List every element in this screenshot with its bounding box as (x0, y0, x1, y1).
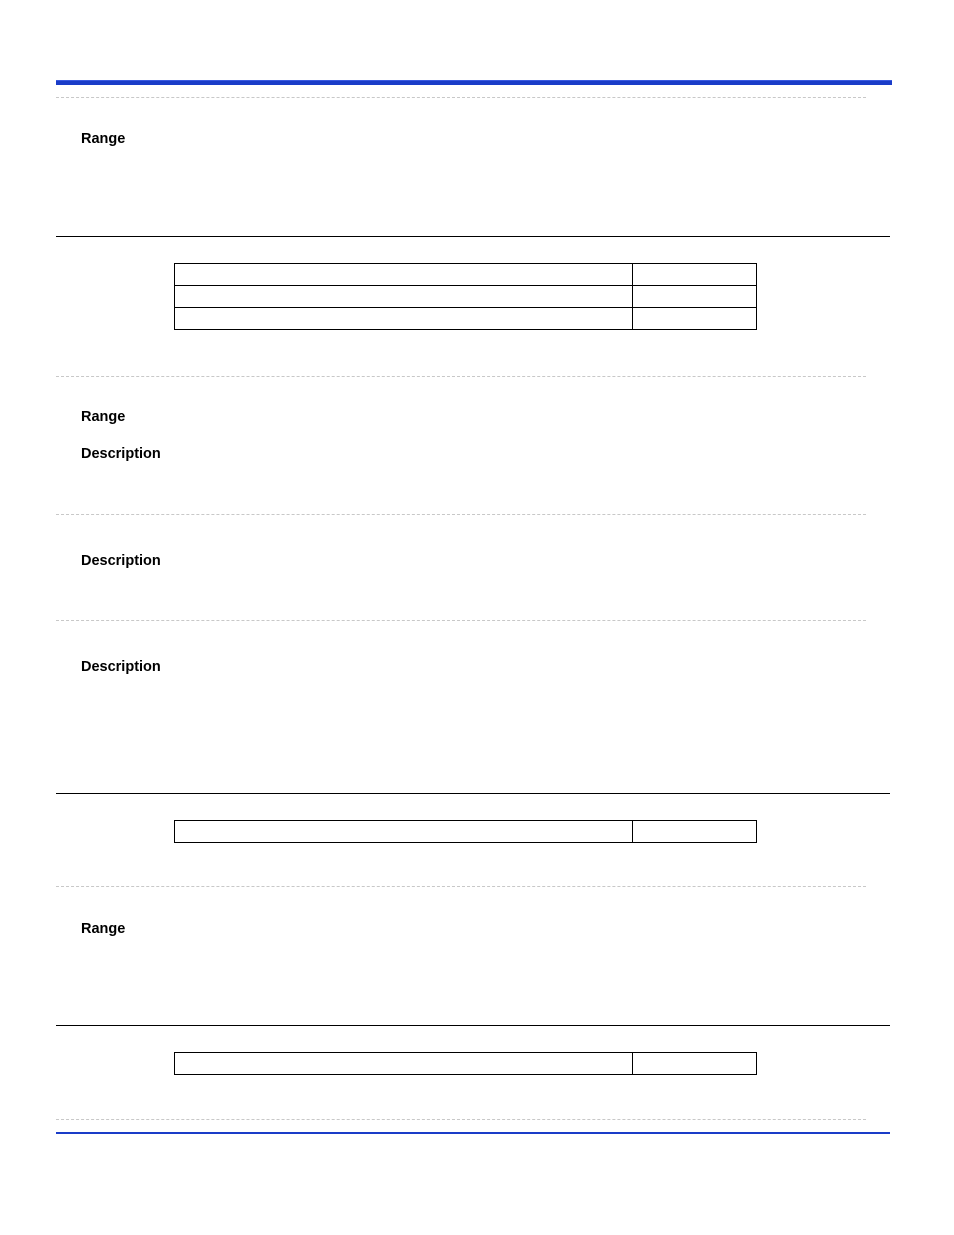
table-cell (633, 308, 757, 330)
values-table (174, 1052, 757, 1075)
table-row (175, 308, 757, 330)
description-label: Description (81, 446, 161, 462)
range-label: Range (81, 409, 126, 425)
section-divider (56, 514, 866, 515)
table-row (175, 286, 757, 308)
section-divider (56, 376, 866, 377)
range-label: Range (81, 131, 126, 147)
description-label: Description (81, 553, 161, 569)
table-cell (175, 286, 633, 308)
table-cell (633, 264, 757, 286)
table-cell (175, 1053, 633, 1075)
section-divider (56, 620, 866, 621)
range-label: Range (81, 921, 126, 937)
header-rule (56, 80, 892, 85)
footer-rule (56, 1132, 890, 1134)
values-table (174, 820, 757, 843)
section-divider (56, 1119, 866, 1120)
values-table (174, 263, 757, 330)
description-label: Description (81, 659, 161, 675)
table-row (175, 264, 757, 286)
table-cell (633, 821, 757, 843)
table-rule (56, 793, 890, 794)
table-row (175, 1053, 757, 1075)
table-rule (56, 236, 890, 237)
section-divider (56, 886, 866, 887)
table-cell (175, 308, 633, 330)
table-cell (175, 264, 633, 286)
table-rule (56, 1025, 890, 1026)
table-row (175, 821, 757, 843)
table-cell (633, 1053, 757, 1075)
table-cell (175, 821, 633, 843)
section-divider (56, 97, 866, 98)
table-cell (633, 286, 757, 308)
